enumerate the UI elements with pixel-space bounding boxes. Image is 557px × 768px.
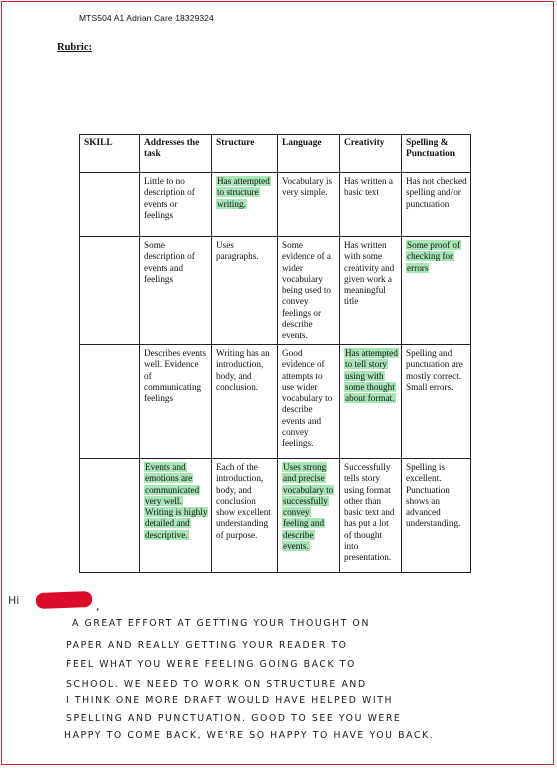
rubric-row	[80, 459, 471, 573]
rubric-title: Rubric:	[57, 42, 92, 53]
cell-text: Describes events well. Evidence of communicating feelings	[144, 348, 206, 404]
skill-cell	[80, 459, 140, 573]
highlighted-text: Uses strong and precise vocabulary to successfully convey feeling and describe events.	[283, 462, 334, 552]
rubric-row	[80, 173, 471, 237]
highlighted-text: Events and emotions are communicated very well. Writing is highly detailed and descriptive.	[145, 462, 208, 540]
rubric-cell-language	[278, 173, 340, 237]
rubric-cell-language	[278, 459, 340, 573]
rubric-cell-structure	[212, 345, 278, 459]
rubric-cell-structure	[212, 459, 278, 573]
cell-text: Little to no description of events or feelings	[144, 176, 195, 220]
cell-text: Has not checked spelling and/or punctuation	[406, 176, 467, 209]
col-header-structure: Structure	[212, 135, 278, 173]
redacted-name	[36, 591, 93, 609]
rubric-row	[80, 345, 471, 459]
cell-text: Has written with some creativity and given work a meaningful title	[344, 240, 395, 307]
rubric-cell-addresses	[140, 173, 212, 237]
cell-text: Writing has an introduction, body, and conclusion.	[216, 348, 270, 392]
greeting-comma: ,	[96, 600, 100, 613]
rubric-header-row	[80, 135, 471, 173]
rubric-cell-addresses	[140, 459, 212, 573]
rubric-cell-spelling	[402, 459, 471, 573]
feedback-line: SPELLING AND PUNCTUATION. GOOD TO SEE YOU WERE	[66, 713, 402, 724]
rubric-cell-addresses	[140, 237, 212, 345]
cell-text: Spelling is excellent. Punctuation shows an advanced understanding.	[406, 462, 461, 529]
skill-cell	[80, 345, 140, 459]
rubric-row	[80, 237, 471, 345]
rubric-cell-spelling	[402, 173, 471, 237]
rubric-cell-addresses	[140, 345, 212, 459]
col-header-spelling: Spelling & Punctuation	[402, 135, 471, 173]
cell-text: Vocabulary is very simple.	[282, 176, 333, 198]
cell-text: Good evidence of attempts to use wider vocabulary to describe events and convey feelings.	[282, 348, 333, 449]
rubric-cell-creativity	[340, 345, 402, 459]
feedback-line: PAPER AND REALLY GETTING YOUR READER TO	[66, 640, 348, 651]
feedback-line: A GREAT EFFORT AT GETTING YOUR THOUGHT ON	[72, 618, 371, 629]
col-header-addresses: Addresses the task	[140, 135, 212, 173]
highlighted-text: Some proof of checking for errors	[407, 240, 461, 273]
rubric-cell-spelling	[402, 237, 471, 345]
feedback-line: HAPPY TO COME BACK, WE'RE SO HAPPY TO HAVE YOU BACK.	[64, 730, 435, 741]
rubric-cell-language	[278, 237, 340, 345]
cell-text: Some description of events and feelings	[144, 240, 195, 284]
rubric-cell-creativity	[340, 237, 402, 345]
feedback-line: I THINK ONE MORE DRAFT WOULD HAVE HELPED WITH	[66, 695, 394, 706]
col-header-creativity: Creativity	[340, 135, 402, 173]
highlighted-text: Has attempted to tell story using with some thought about format.	[345, 348, 398, 404]
skill-cell	[80, 237, 140, 345]
cell-text: Successfully tells story using format other than basic text and has put a lot of thought into presentation.	[344, 462, 395, 563]
rubric-cell-language	[278, 345, 340, 459]
rubric-cell-creativity	[340, 173, 402, 237]
rubric-cell-spelling	[402, 345, 471, 459]
rubric-cell-structure	[212, 173, 278, 237]
document-header: MTS504 A1 Adrian Care 18329324	[79, 13, 214, 23]
cell-text: Each of the introduction, body, and conclusion show excellent understanding of purpose.	[216, 462, 271, 540]
highlighted-text: Has attempted to structure writing.	[217, 176, 270, 209]
col-header-language: Language	[278, 135, 340, 173]
rubric-cell-creativity	[340, 459, 402, 573]
feedback-greeting: Hi	[8, 594, 20, 607]
cell-text: Spelling and punctuation are mostly correct. Small errors.	[406, 348, 463, 392]
rubric-table	[79, 134, 471, 573]
rubric-body	[80, 173, 471, 573]
cell-text: Some evidence of a wider vocabulary being used to convey feelings or describe events.	[282, 240, 331, 341]
feedback-line: SCHOOL. WE NEED TO WORK ON STRUCTURE AND	[66, 679, 367, 690]
skill-cell	[80, 173, 140, 237]
cell-text: Uses paragraphs.	[216, 240, 259, 262]
feedback-line: FEEL WHAT YOU WERE FEELING GOING BACK TO	[66, 659, 356, 670]
col-header-skill: SKILL	[80, 135, 140, 173]
cell-text: Has written a basic text	[344, 176, 393, 198]
rubric-cell-structure	[212, 237, 278, 345]
